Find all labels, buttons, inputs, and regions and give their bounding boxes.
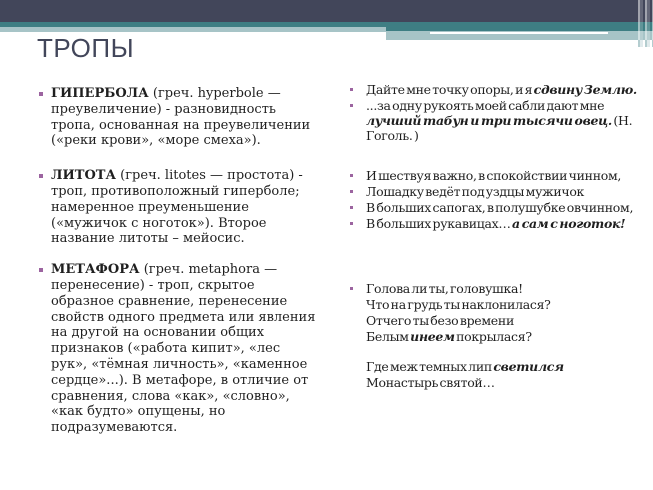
- plain-text: Белым: [366, 329, 411, 344]
- highlight-text: лучший табун и три тысячи овец.: [366, 113, 612, 128]
- plain-text: покрылася?: [454, 329, 532, 344]
- bullet-icon: [350, 190, 353, 193]
- header-band-lightteal-left: [0, 27, 386, 32]
- list-item: МЕТАФОРА (греч. metaphora — перенесение) - троп, скрытое образное сравнение, перенесение свойств одного предмета или явления на другой на основании общих признаков («работа кипит», «лес рук», «тёмная личность», «каменное сердце»...). В метафоре, в отличие от сравнения, слова «как», «словно», «как будто» опущены, но подразумеваются.: [38, 262, 316, 436]
- bullet-group: [348, 168, 648, 231]
- plain-text: Что на грудь ты наклонилася?: [366, 297, 551, 312]
- bullet-icon: [39, 268, 43, 272]
- header-corner-stripes-lower-icon: [636, 40, 653, 47]
- list-item: [348, 216, 648, 231]
- plain-text: Голова ли ты, головушка!: [366, 281, 523, 296]
- bullet-group: [348, 82, 648, 143]
- plain-text: ...за одну рукоять моей сабли дают мне: [366, 98, 605, 113]
- list-item: ГИПЕРБОЛА (греч. hyperbole — преувеличение) - разновидность тропа, основанная на преувеличении («реки крови», «море смеха»).: [38, 86, 316, 149]
- list-item: [348, 281, 648, 296]
- list-item: [348, 82, 648, 97]
- plain-text: Дайте мне точку опоры, и я: [366, 82, 534, 97]
- list-item: [348, 359, 648, 374]
- list-item: [348, 98, 648, 143]
- plain-text: Отчего ты безо времени: [366, 313, 514, 328]
- bullet-icon: [350, 222, 353, 225]
- list-item: [348, 313, 648, 328]
- bullet-icon: [350, 287, 353, 290]
- header-band-teal-right: [386, 22, 653, 31]
- header-band-dark: [0, 0, 653, 22]
- list-item: ЛИТОТА (греч. litotes — простота) - троп, противоположный гиперболе; намеренное преуменьшение («мужичок с ноготок»). Второе название литоты – мейосис.: [38, 168, 316, 247]
- bullet-icon: [39, 92, 43, 96]
- right-column: [348, 82, 648, 415]
- line-spacer: [348, 345, 648, 359]
- bullet-icon: [350, 88, 353, 91]
- plain-text: В больших рукавицах…: [366, 216, 513, 231]
- plain-text: (Н. Гоголь. ): [366, 113, 633, 143]
- term-label: МЕТАФОРА: [51, 262, 140, 278]
- highlight-text: а сам с ноготок!: [512, 216, 626, 231]
- bullet-icon: [39, 174, 43, 178]
- list-item: [348, 200, 648, 215]
- bullet-group: [348, 281, 648, 390]
- plain-text: Лошадку ведёт под уздцы мужичок: [366, 184, 585, 199]
- page-title: ТРОПЫ: [37, 33, 135, 63]
- bullet-icon: [350, 206, 353, 209]
- highlight-text: светился: [493, 359, 564, 374]
- list-item: [348, 168, 648, 183]
- plain-text: Монастырь святой…: [366, 375, 495, 390]
- header-accent-line: [430, 32, 608, 34]
- term-label: ЛИТОТА: [51, 168, 117, 184]
- list-item: [348, 329, 648, 344]
- plain-text: И шествуя важно, в спокойствии чинном,: [366, 168, 622, 183]
- header-corner-stripes-icon: [636, 0, 653, 40]
- term-label: ГИПЕРБОЛА: [51, 86, 149, 101]
- plain-text: Где меж темных лип: [366, 359, 494, 374]
- plain-text: В больших сапогах, в полушубке овчинном,: [366, 200, 634, 215]
- list-item: [348, 375, 648, 390]
- left-column: [38, 86, 316, 436]
- bullet-icon: [350, 104, 353, 107]
- list-item: [348, 297, 648, 312]
- highlight-text: инеем: [410, 329, 455, 344]
- highlight-text: сдвину Землю.: [533, 82, 637, 97]
- bullet-icon: [350, 174, 353, 177]
- list-item: [348, 184, 648, 199]
